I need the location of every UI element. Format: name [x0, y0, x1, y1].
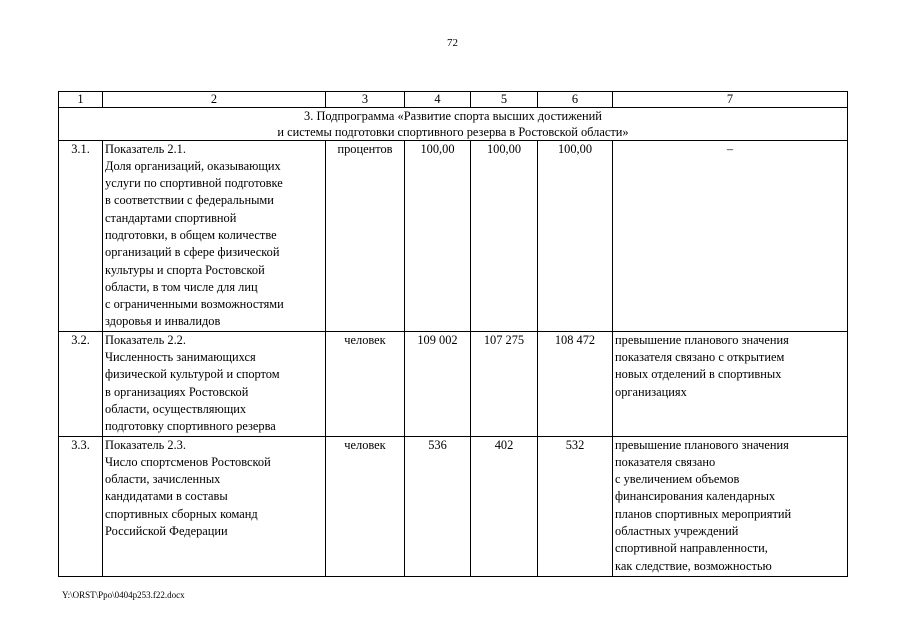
indicator-name-line: услуги по спортивной подготовке	[105, 176, 283, 191]
indicator-name-line: спортивных сборных команд	[105, 506, 258, 521]
column-number: 5	[471, 92, 538, 108]
indicator-name-line: кандидатами в составы	[105, 489, 228, 504]
unit-cell: человек	[326, 436, 405, 576]
indicator-name-line: подготовки, в общем количестве	[105, 227, 277, 242]
note-line: –	[726, 141, 734, 156]
value-cell: 100,00	[471, 140, 538, 331]
note-line: превышение планового значения	[615, 437, 789, 452]
indicator-name-line: здоровья и инвалидов	[105, 314, 221, 329]
indicator-name-line: Численность занимающихся	[105, 350, 256, 365]
note-line: показателя связано с открытием	[615, 350, 785, 365]
note-line: новых отделений в спортивных	[615, 367, 782, 382]
row-number: 3.1.	[59, 140, 103, 331]
indicator-name-line: культуры и спорта Ростовской	[105, 262, 265, 277]
value-cell: 100,00	[538, 140, 613, 331]
section-title-row	[59, 107, 848, 140]
indicator-name-line: области, в том числе для лиц	[105, 279, 258, 294]
value-cell: 100,00	[405, 140, 471, 331]
value-cell: 536	[405, 436, 471, 576]
note-line: как следствие, возможностью	[615, 558, 772, 573]
indicator-name-line: области, осуществляющих	[105, 401, 247, 416]
note-line: областных учреждений	[615, 524, 739, 539]
row-number: 3.3.	[59, 436, 103, 576]
note-line: планов спортивных мероприятий	[615, 506, 792, 521]
value-cell: 107 275	[471, 331, 538, 436]
indicator-name-line: Доля организаций, оказывающих	[105, 158, 281, 173]
unit-cell: процентов	[326, 140, 405, 331]
column-number: 1	[59, 92, 103, 108]
indicator-name	[103, 140, 326, 331]
note-cell	[613, 140, 848, 331]
indicator-name-line: с ограниченными возможностями	[105, 297, 284, 312]
column-number: 2	[103, 92, 326, 108]
indicator-name-line: физической культурой и спортом	[105, 367, 280, 382]
section-title	[59, 107, 848, 140]
table-row	[59, 140, 848, 331]
indicator-name-line: стандартами спортивной	[105, 210, 237, 225]
value-cell: 402	[471, 436, 538, 576]
indicator-name-line: области, зачисленных	[105, 472, 221, 487]
note-line: показателя связано	[615, 454, 716, 469]
indicator-name-line: Российской Федерации	[105, 524, 228, 539]
unit-cell: человек	[326, 331, 405, 436]
table-row	[59, 436, 848, 576]
indicator-name-line: Число спортсменов Ростовской	[105, 454, 271, 469]
row-number: 3.2.	[59, 331, 103, 436]
note-line: спортивной направленности,	[615, 541, 768, 556]
column-number-row	[59, 92, 848, 108]
indicator-table	[58, 91, 848, 577]
column-number: 7	[613, 92, 848, 108]
indicator-name-line: организаций в сфере физической	[105, 245, 280, 260]
indicator-name-line: Показатель 2.3.	[105, 437, 186, 452]
footer-file-path: Y:\ORST\Ppo\0404p253.f22.docx	[62, 590, 185, 600]
value-cell: 109 002	[405, 331, 471, 436]
note-cell	[613, 436, 848, 576]
column-number: 6	[538, 92, 613, 108]
indicator-name	[103, 436, 326, 576]
note-line: с увеличением объемов	[615, 472, 740, 487]
page-number: 72	[447, 37, 458, 49]
table-row	[59, 331, 848, 436]
section-title-line: и системы подготовки спортивного резерва в Ростовской области»	[277, 124, 629, 139]
section-title-line: 3. Подпрограмма «Развитие спорта высших достижений	[304, 108, 602, 123]
indicator-name-line: в организациях Ростовской	[105, 384, 249, 399]
note-cell	[613, 331, 848, 436]
value-cell: 532	[538, 436, 613, 576]
indicator-name-line: подготовку спортивного резерва	[105, 419, 276, 434]
column-number: 4	[405, 92, 471, 108]
note-line: финансирования календарных	[615, 489, 776, 504]
note-line: организациях	[615, 384, 687, 399]
column-number: 3	[326, 92, 405, 108]
indicator-name-line: Показатель 2.1.	[105, 141, 186, 156]
indicator-name-line: в соответствии с федеральными	[105, 193, 274, 208]
note-line: превышение планового значения	[615, 332, 789, 347]
indicator-name-line: Показатель 2.2.	[105, 332, 186, 347]
indicator-name	[103, 331, 326, 436]
value-cell: 108 472	[538, 331, 613, 436]
